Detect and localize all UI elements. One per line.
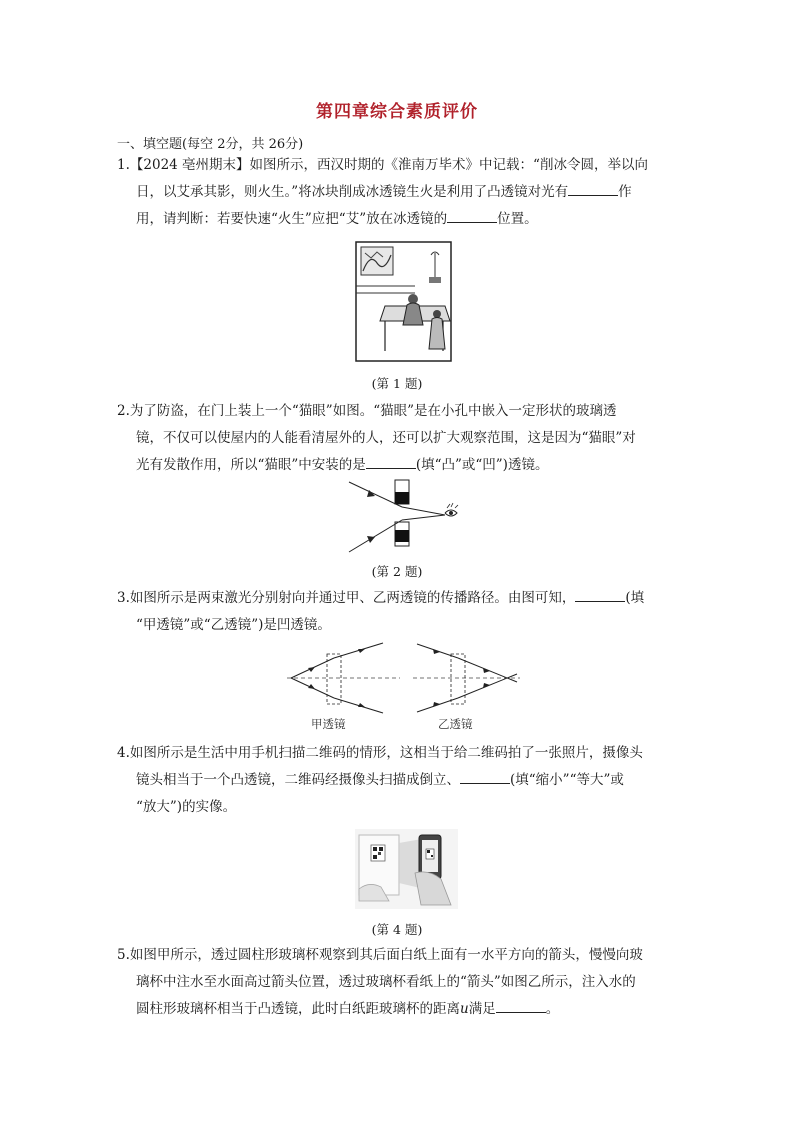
q3-text-line2: “甲透镜”或“乙透镜”)是凹透镜。 (136, 617, 331, 633)
q1-blank-1[interactable] (568, 183, 618, 196)
q2-text-line2: 镜，不仅可以使屋内的人能看清屋外的人，还可以扩大观察范围，这是因为“猫眼”对 (136, 430, 636, 446)
question-1 (117, 152, 679, 233)
q3-figure-lenses (285, 638, 525, 733)
q4-text-line3: “放大”)的实像。 (136, 799, 237, 815)
q3-label-lens-a: 甲透镜 (311, 717, 346, 731)
q2-blank[interactable] (366, 456, 416, 469)
q3-text-line1: 如图所示是两束激光分别射向并通过甲、乙两透镜的传播路径。由图可知， (129, 590, 576, 606)
q5-blank[interactable] (496, 1000, 546, 1013)
q1-figure-caption: (第 1 题) (371, 376, 423, 391)
q1-text-line3-end: 位置。 (497, 211, 538, 227)
q1-text-line2: 日，以艾承其影，则火生。”将冰块削成冰透镜生火是利用了凸透镜对光有 (136, 184, 569, 200)
q3-number: 3. (117, 590, 130, 606)
q5-number: 5. (117, 947, 130, 963)
q1-figure-illustration (355, 241, 452, 362)
q3-blank[interactable] (575, 589, 625, 602)
q1-blank-2[interactable] (447, 210, 497, 223)
question-3 (117, 585, 679, 639)
q4-number: 4. (117, 745, 130, 761)
q1-number: 1. (117, 157, 130, 173)
q2-number: 2. (117, 403, 130, 419)
q3-label-lens-b: 乙透镜 (438, 717, 473, 731)
q5-text-line1: 如图甲所示，透过圆柱形玻璃杯观察到其后面白纸上面有一水平方向的箭头，慢慢向玻 (129, 947, 643, 963)
section-heading: 一、填空题(每空 2分，共 26分) (117, 137, 304, 152)
q2-text-line1: 为了防盗，在门上装上一个“猫眼”如图。“猫眼”是在小孔中嵌入一定形状的玻璃透 (129, 403, 617, 419)
q5-text-line2: 璃杯中注水至水面高过箭头位置，透过玻璃杯看纸上的“箭头”如图乙所示，注入水的 (136, 974, 636, 990)
q5-variable-u: u (460, 1001, 469, 1017)
q2-figure-peephole (345, 478, 470, 556)
q1-text-line1: 【2024 亳州期末】如图所示，西汉时期的《淮南万毕术》中记载：“削冰令圆，举以向 (129, 157, 648, 173)
page-title: 第四章综合素质评价 (316, 102, 478, 122)
question-5 (117, 942, 679, 1023)
q2-text-line3: 光有发散作用，所以“猫眼”中安装的是 (136, 457, 366, 473)
q1-text-line3: 用，请判断：若要快速“火生”应把“艾”放在冰透镜的 (136, 211, 448, 227)
q5-text-line3-end: 。 (545, 1001, 560, 1017)
q2-figure-caption: (第 2 题) (371, 564, 423, 579)
q4-figure-qr-scan (355, 829, 458, 909)
q4-figure-caption: (第 4 题) (371, 922, 423, 937)
q2-text-line3-end: (填“凸”或“凹”)透镜。 (415, 457, 549, 473)
q4-text-line1: 如图所示是生活中用手机扫描二维码的情形，这相当于给二维码拍了一张照片，摄像头 (129, 745, 643, 761)
q3-text-line1-end: (填 (625, 590, 645, 606)
question-2 (117, 398, 679, 479)
q1-text-line2-end: 作 (618, 184, 632, 200)
q4-text-line2-end: (填“缩小”“等大”或 (510, 772, 624, 788)
q5-text-line3: 圆柱形玻璃杯相当于凸透镜，此时白纸距玻璃杯的距离 (136, 1001, 460, 1017)
q4-blank[interactable] (460, 771, 510, 784)
q4-text-line2: 镜头相当于一个凸透镜，二维码经摄像头扫描成倒立、 (136, 772, 460, 788)
question-4 (117, 740, 679, 821)
q5-text-line3-b: 满足 (468, 1001, 496, 1017)
